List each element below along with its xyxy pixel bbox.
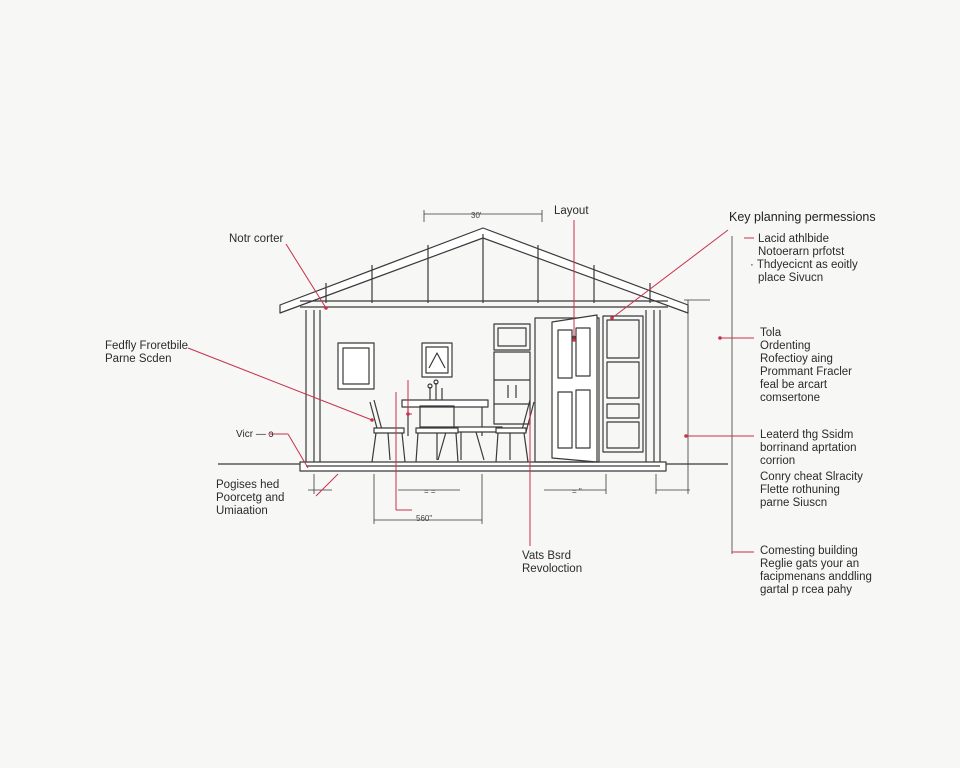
label-right-c <box>760 429 857 468</box>
label-right-b <box>760 327 852 405</box>
label-line: Parne Scden <box>105 353 172 365</box>
tall-window <box>603 316 643 452</box>
cabinet <box>494 324 530 424</box>
label-line: Notoerarn prfotst <box>758 246 845 258</box>
chair-left <box>370 400 405 462</box>
label-line: Prommant Fracler <box>760 366 853 378</box>
label-vicr: Vicr — ɔ <box>236 429 274 440</box>
label-line: Reglie gats your an <box>760 558 860 570</box>
label-right-e <box>760 545 872 597</box>
label-line: facipmenans anddling <box>760 571 872 583</box>
label-line: feal be arcart <box>760 379 828 391</box>
label-line: Flette rothuning <box>760 484 840 496</box>
dimension-bottom: 560" <box>416 514 433 523</box>
label-right-d <box>760 471 863 510</box>
dimension-bottom-right: = " <box>572 487 582 496</box>
label-key-planning: Key planning permessions <box>729 210 876 224</box>
label-line: place Sivucn <box>758 272 824 284</box>
dimension-bottom-left: = = <box>424 487 436 496</box>
label-line: borrinand aprtation <box>760 442 857 454</box>
label-line: Revoloction <box>522 563 583 575</box>
label-left-mid <box>105 340 188 366</box>
label-line: Fedfly Froretbile <box>105 340 189 352</box>
label-line: Vats Bsrd <box>522 550 571 562</box>
label-line: Pogises hed <box>216 479 280 491</box>
label-line: Tola <box>760 327 782 339</box>
label-line: parne Siuscn <box>760 497 828 509</box>
leader-markers <box>324 306 722 438</box>
label-bottom-mid <box>522 550 582 576</box>
label-left-low <box>216 479 284 518</box>
dimension-top: 30' <box>471 211 482 220</box>
label-line: Ordenting <box>760 340 811 352</box>
window-left <box>338 343 374 389</box>
label-line: Poorcetg and <box>216 492 285 504</box>
door <box>535 315 599 462</box>
chair-right <box>496 400 534 462</box>
label-line: Lacid athlbide <box>758 233 829 245</box>
roof <box>280 228 688 313</box>
window-picture <box>422 343 452 377</box>
floor-slab <box>218 462 728 471</box>
label-line: gartal p rcea pahy <box>760 584 853 596</box>
label-line: Umiaation <box>216 505 268 517</box>
label-line: Leaterd thg Ssidm <box>760 429 854 441</box>
label-line: comsertone <box>760 392 821 404</box>
label-line: corrion <box>760 455 796 467</box>
chair-middle <box>416 406 458 462</box>
label-line: Rofectioy aing <box>760 353 833 365</box>
label-note-corner: Notr corter <box>229 233 284 245</box>
label-right-a <box>750 233 858 285</box>
label-line: · Thdyecicnt as eoitly <box>750 259 858 271</box>
label-line: Comesting building <box>760 545 858 557</box>
label-layout: Layout <box>554 205 589 217</box>
label-line: Conry cheat Slracity <box>760 471 863 483</box>
